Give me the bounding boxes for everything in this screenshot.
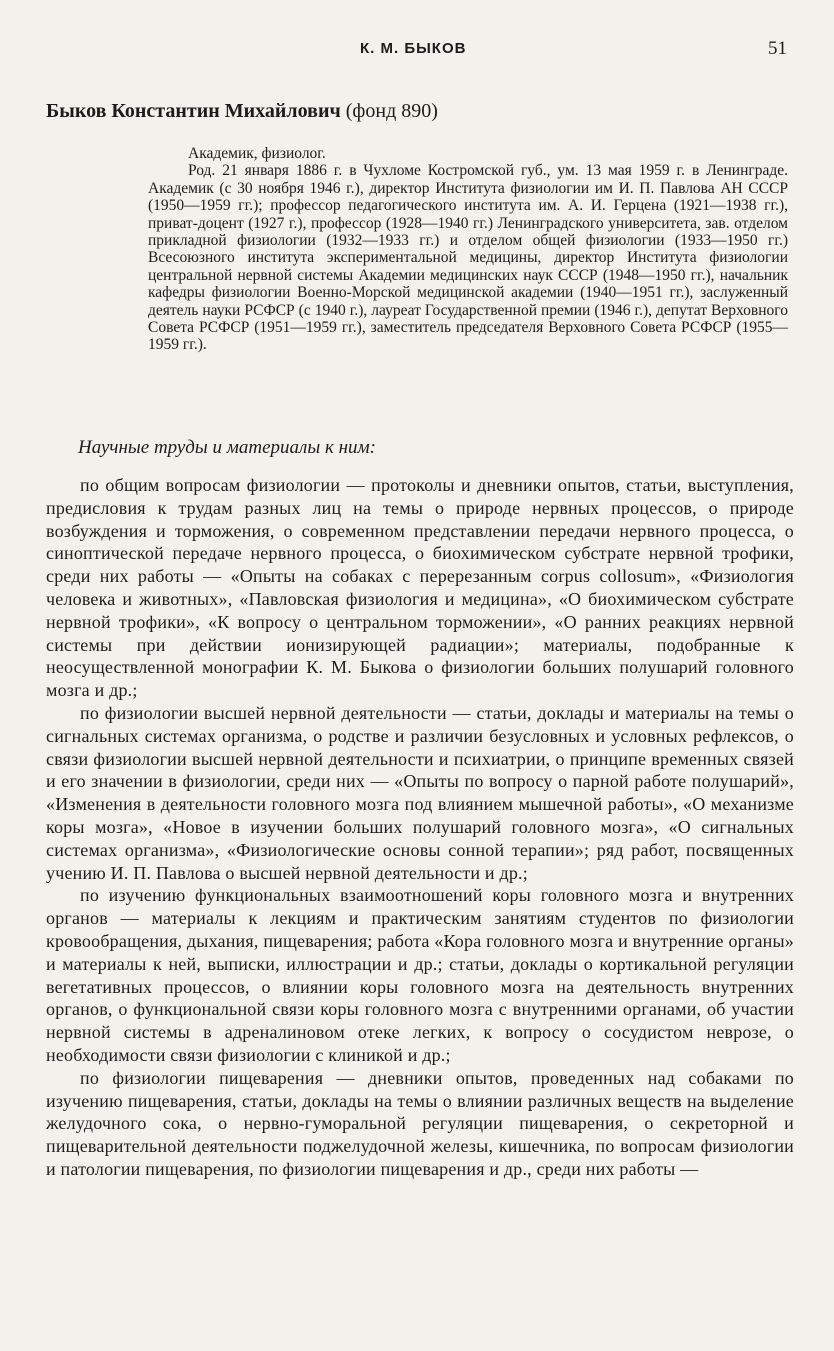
body-text <box>46 474 794 1181</box>
bio-role: Академик, физиолог. <box>188 145 326 162</box>
running-title: К. М. БЫКОВ <box>360 40 467 57</box>
entry-title <box>46 100 438 123</box>
running-header <box>0 40 834 62</box>
person-name: Быков Константин Михайлович <box>46 100 341 122</box>
paragraph-cortex-organs: по изучению функциональных взаимоотношений коры головного мозга и внутренних органов — материалы к лекциям и практическим занятиям студентов по физиологии кровообращения, дыхания, пищеварения; работа «Кора головного мозга и внутренние органы» и материалы к ней, выписки, иллюстрации и др.; статьи, доклады о кортикальной регуляции вегетативных процессов, о влиянии коры головного мозга на деятельность внутренних органов, о функциональной связи коры головного мозга с внутренними органами, об участии нервной системы в адреналиновом отеке легких, к вопросу о сосудистом неврозе, о необходимости связи физиологии с клиникой и др.; <box>46 885 794 1065</box>
page-number: 51 <box>768 38 787 59</box>
paragraph-higher-nervous-activity: по физиологии высшей нервной деятельности — статьи, доклады и материалы на темы о сигнальных системах организма, о родстве и различии безусловных и условных рефлексов, о связи физиологии высшей нервной деятельности и психиатрии, о принципе временных связей и его значении в физиологии, среди них — «Опыты по вопросу о парной работе полушарий», «Изменения в деятельности головного мозга под влиянием мышечной работы», «О механизме коры мозга», «Новое в изучении больших полушарий головного мозга», «О сигнальных системах организма», «Физиологические основы сонной терапии»; ряд работ, посвященных учению И. П. Павлова о высшей нервной деятельности и др.; <box>46 702 794 883</box>
bio-details: Род. 21 января 1886 г. в Чухломе Костромской губ., ум. 13 мая 1959 г. в Ленинграде. Академик (с 30 ноября 1946 г.), директор Института физиологии им И. П. Павлова АН СССР (1950—1959 гг.); профессор педагогического института им. А. И. Герцена (1921—1938 гг.), приват-доцент (1927 г.), профессор (1928—1940 гг.) Ленинградского университета, зав. отделом прикладной физиологии (1932—1933 гг.) и отделом общей физиологии (1933—1950 гг.) Всесоюзного института экспериментальной медицины, директор Института физиологии центральной нервной системы Академии медицинских наук СССР (1948—1950 гг.), начальник кафедры физиологии Военно-Морской медицинской академии (1940—1951 гг.), заслуженный деятель науки РСФСР (с 1940 г.), лауреат Государственной премии (1946 г.), депутат Верховного Совета РСФСР (1951—1959 гг.), заместитель председателя Верховного Совета РСФСР (1955—1959 гг.). <box>148 162 788 354</box>
section-heading: Научные труды и материалы к ним: <box>78 437 376 458</box>
biography-block <box>148 145 788 354</box>
fond-number: (фонд 890) <box>345 100 438 122</box>
paragraph-general-physiology: по общим вопросам физиологии — протоколы и дневники опытов, статьи, выступления, предисловия к трудам разных лиц на темы о природе нервных процессов, о природе возбуждения и торможения, о современном представлении передачи нервного процесса, о синоптической передаче нервного процесса, о биохимическом субстрате нервной трофики, среди них работы — «Опыты на собаках с перерезанным corpus collosum», «Физиология человека и животных», «Павловская физиология и медицина», «О биохимическом субстрате нервной трофики», «К вопросу о центральном торможении», «О ранних реакциях нервной системы при действии ионизирующей радиации»; материалы, подобранные к неосуществленной монографии К. М. Быкова о физиологии больших полушарий головного мозга и др.; <box>46 475 794 701</box>
paragraph-digestion: по физиологии пищеварения — дневники опытов, проведенных над собаками по изучению пищеварения, статьи, доклады на темы о влиянии различных веществ на выделение желудочного сока, о нервно-гуморальной регуляции пищеварения, о секреторной и пищеварительной деятельности поджелудочной железы, кишечника, по вопросам физиологии и патологии пищеварения, по физиологии пищеварения и др., среди них работы — <box>46 1067 794 1179</box>
